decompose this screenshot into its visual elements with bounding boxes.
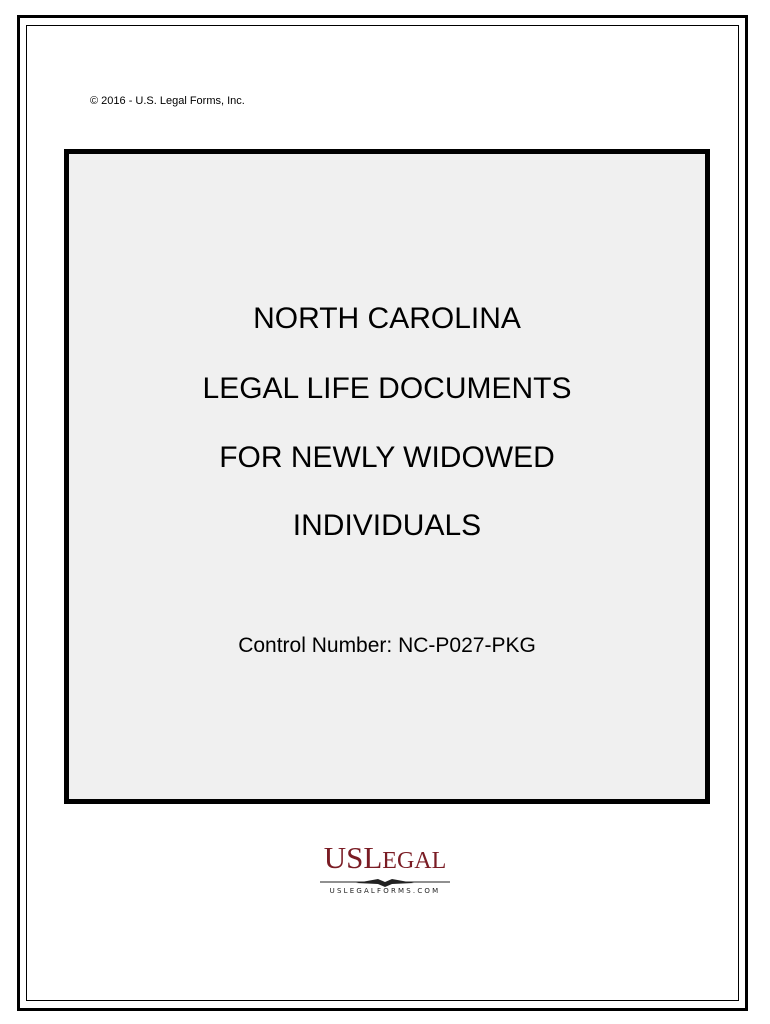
copyright-notice: © 2016 - U.S. Legal Forms, Inc. [90,95,245,107]
title-box [64,149,710,804]
title-line-audience: FOR NEWLY WIDOWED [219,441,555,474]
title-line-individuals: INDIVIDUALS [292,509,482,542]
logo-website: USLEGALFORMS.COM [329,887,441,895]
title-line-documents: LEGAL LIFE DOCUMENTS [202,372,572,405]
logo-wordmark: USLEGAL [323,840,447,875]
uslegal-logo [310,840,460,900]
control-number: Control Number: NC-P027-PKG [238,634,536,657]
title-line-state: NORTH CAROLINA [253,302,521,335]
